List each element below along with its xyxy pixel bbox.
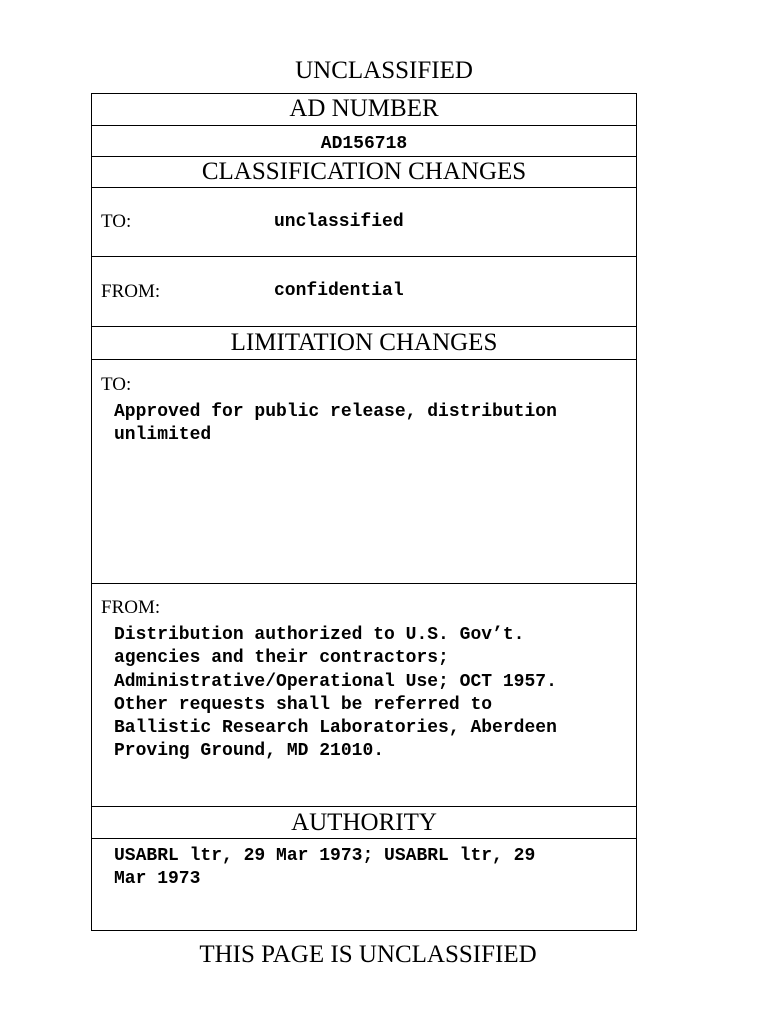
- classification-changes-header: CLASSIFICATION CHANGES: [201, 158, 527, 185]
- divider: [92, 583, 636, 584]
- divider: [92, 326, 636, 327]
- limitation-from-label: FROM:: [101, 597, 161, 618]
- divider: [92, 187, 636, 188]
- ad-number-header: AD NUMBER: [289, 95, 439, 122]
- authority-header: AUTHORITY: [291, 809, 437, 836]
- classification-to-label: TO:: [101, 211, 132, 232]
- top-classification-banner: UNCLASSIFIED: [295, 57, 473, 84]
- ad-record-form: [91, 93, 637, 931]
- divider: [92, 125, 636, 126]
- classification-to-value: unclassified: [274, 212, 404, 232]
- divider: [92, 359, 636, 360]
- authority-text: USABRL ltr, 29 Mar 1973; USABRL ltr, 29 Mar 1973: [114, 846, 536, 890]
- bottom-classification-banner: THIS PAGE IS UNCLASSIFIED: [199, 941, 537, 968]
- limitation-changes-header: LIMITATION CHANGES: [230, 329, 498, 356]
- limitation-to-label: TO:: [101, 374, 132, 395]
- limitation-to-text: Approved for public release, distribution unlimited: [114, 402, 557, 446]
- ad-number-value: AD156718: [320, 134, 408, 154]
- divider: [92, 806, 636, 807]
- classification-from-label: FROM:: [101, 281, 161, 302]
- divider: [92, 838, 636, 839]
- divider: [92, 256, 636, 257]
- classification-from-value: confidential: [274, 281, 404, 301]
- limitation-from-text: Distribution authorized to U.S. Gov’t. agencies and their contractors; Administrative/Operational Use; OCT 1957. Other requests shall be referred to Ballistic Research Laboratories, Aberdeen Proving Ground, MD 21010.: [114, 625, 557, 762]
